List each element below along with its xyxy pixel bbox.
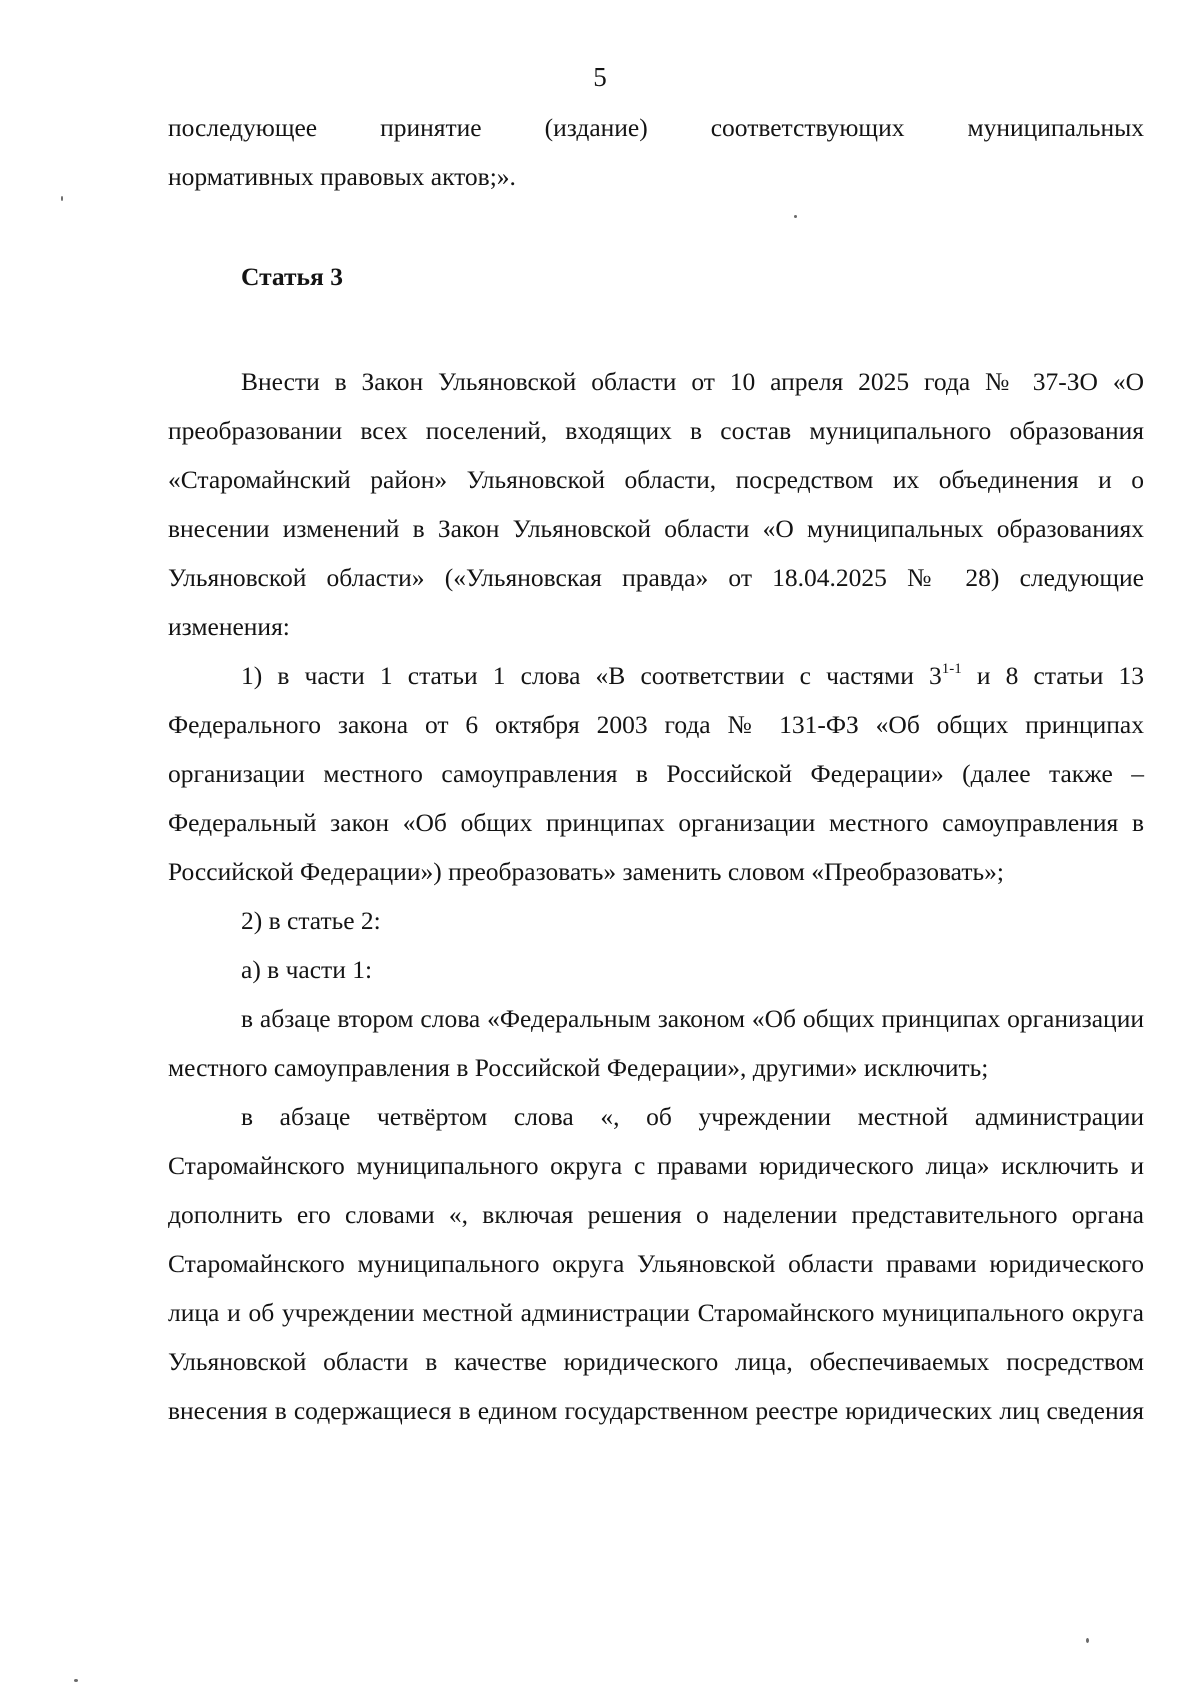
item-1-text-end: и 8 статьи 13 Федерального закона от 6 октября 2003 года № 131-ФЗ «Об общих принципах организации местного самоуправления в Российской Федерации» (далее также – Федеральный закон «Об общих принципах организации местного самоуправления в Российской Федерации») преобразовать» заменить словом «Преобразовать»; [168,661,1144,886]
intro-paragraph: Внести в Закон Ульяновской области от 10 апреля 2025 года № 37-ЗО «О преобразовании всех поселений, входящих в состав муниципального образования «Старомайнский район» Ульяновской области, посредством их объединения и о внесении изменений в Закон Ульяновской области «О муниципальных образованиях Ульяновской области» («Ульяновская правда» от 18.04.2025 № 28) следующие изменения: [168,367,1144,641]
scan-speck [1086,1638,1089,1643]
scan-speck [794,215,797,218]
item-1-text-start: 1) в части 1 статьи 1 слова «В соответствии с частями 3 [241,661,942,690]
continued-paragraph-line-1: последующее принятие (издание) соответствующих муниципальных [168,113,1144,142]
continued-paragraph [168,103,1144,201]
scan-speck [61,196,63,201]
page-number: 5 [593,62,607,92]
article-heading: Статья 3 [241,262,343,291]
item-1-superscript: 1-1 [941,661,962,677]
article-body [168,357,1144,1435]
item-2a-heading: а) в части 1: [241,955,373,984]
item-2-heading: 2) в статье 2: [241,906,381,935]
continued-paragraph-line-2: нормативных правовых актов;». [168,162,516,191]
scan-speck [74,1679,78,1682]
second-paragraph-amendment: в абзаце втором слова «Федеральным законом «Об общих принципах организации местного самоуправления в Российской Федерации», другими» исключить; [168,1004,1144,1082]
fourth-paragraph-amendment: в абзаце четвёртом слова «, об учреждении местной администрации Старомайнского муниципального округа с правами юридического лица» исключить и дополнить его словами «, включая решения о наделении представительного органа Старомайнского муниципального округа Ульяновской области правами юридического лица и об учреждении местной администрации Старомайнского муниципального округа Ульяновской области в качестве юридического лица, обеспечиваемых посредством внесения в содержащиеся в едином государственном реестре юридических лиц сведения [168,1102,1144,1425]
item-1-paragraph [168,651,1144,896]
